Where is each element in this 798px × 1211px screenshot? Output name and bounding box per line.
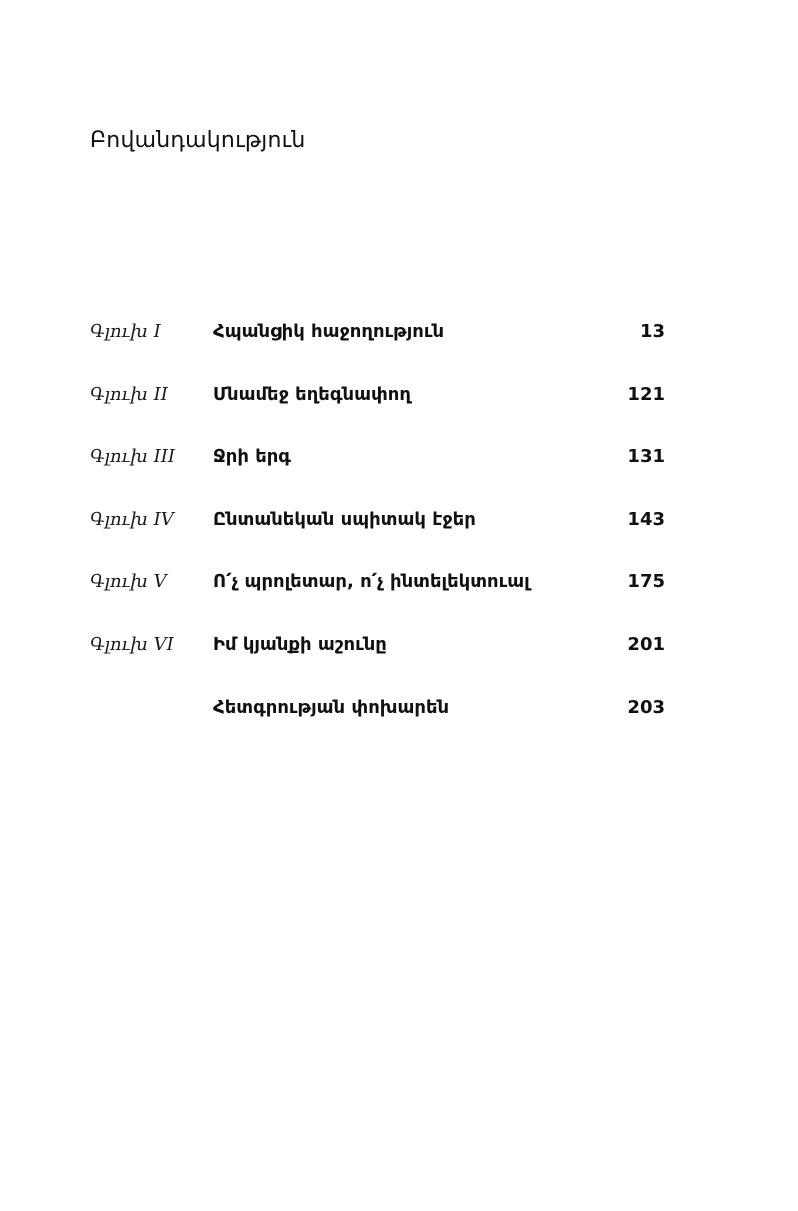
page-number: 131 bbox=[627, 446, 665, 468]
chapter-title: Ջրի երգ bbox=[213, 446, 291, 468]
chapter-label: Գլուխ II bbox=[90, 383, 168, 405]
page-number: 13 bbox=[639, 321, 665, 342]
chapter-title: Ո՛չ պրոլետար, ո՛չ ինտելեկտուալ bbox=[213, 571, 530, 593]
chapter-label: Գլուխ III bbox=[90, 446, 175, 468]
toc-entry-chapter-5[interactable] bbox=[0, 563, 798, 626]
chapter-label: Գլուխ VI bbox=[90, 633, 174, 655]
toc-entry-chapter-6[interactable] bbox=[0, 626, 798, 689]
page-number: 143 bbox=[627, 508, 665, 530]
toc-entry-chapter-3[interactable] bbox=[0, 438, 798, 501]
toc-entry-chapter-1[interactable] bbox=[0, 313, 798, 376]
chapter-label: Գլուխ V bbox=[90, 571, 167, 593]
chapter-label: Գլուխ I bbox=[90, 321, 161, 342]
chapter-title: Ընտանեկան սպիտակ էջեր bbox=[213, 508, 476, 530]
chapter-title: Հետգրության փոխարեն bbox=[213, 696, 450, 718]
chapter-title: Մնամեջ եղեգնափող bbox=[213, 383, 411, 405]
page-number: 203 bbox=[627, 696, 665, 718]
chapter-title: Իմ կյանքի աշունը bbox=[213, 633, 387, 655]
toc-entry-afterword[interactable] bbox=[0, 689, 798, 752]
chapter-label: Գլուխ IV bbox=[90, 508, 174, 530]
toc-entry-chapter-4[interactable] bbox=[0, 501, 798, 564]
toc-entry-chapter-2[interactable] bbox=[0, 376, 798, 439]
chapter-title: Հպանցիկ հաջողություն bbox=[213, 321, 445, 342]
page-number: 201 bbox=[627, 633, 665, 655]
table-of-contents bbox=[0, 313, 798, 751]
page-title: Բովանդակություն bbox=[90, 128, 306, 153]
page-number: 121 bbox=[627, 383, 665, 405]
page-number: 175 bbox=[627, 571, 665, 593]
